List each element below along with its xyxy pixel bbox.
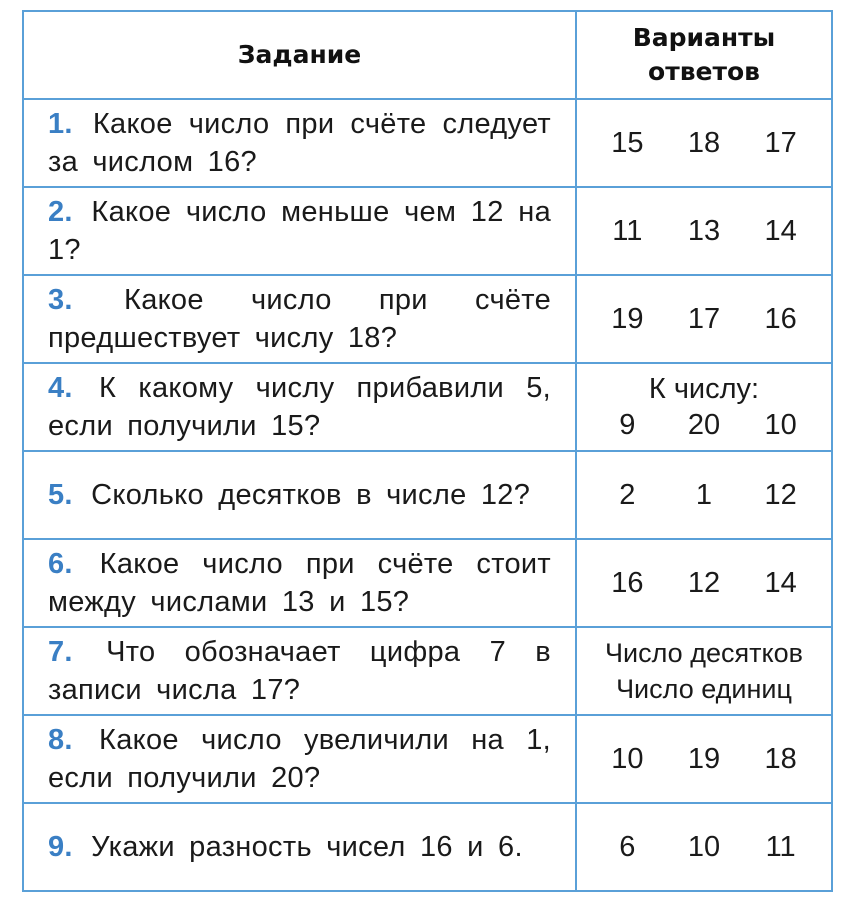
question-cell [23,187,576,275]
question-text: Какое число при счёте предшествует числу 18? [48,284,551,354]
question-cell [23,451,576,539]
answer-option[interactable]: 18 [687,126,721,159]
header-row [23,11,832,99]
answer-option[interactable]: 13 [687,214,721,247]
question-row-3 [23,275,832,363]
answer-option[interactable]: 18 [764,742,797,775]
answers-cell [576,99,832,187]
question-row-7 [23,627,832,715]
answer-option[interactable]: 14 [764,214,797,247]
task-header-label: Задание [237,40,362,69]
quiz-table [22,10,833,892]
answer-option[interactable]: 11 [612,214,643,247]
answer-option[interactable]: 10 [687,830,721,863]
question-row-4 [23,363,832,451]
question-text: Какое число при счёте стоит между числами 13 и 15? [48,548,552,618]
question-number: 4. [48,372,73,404]
answers-column-header [576,11,832,99]
answer-option[interactable]: 19 [687,742,721,775]
answer-option[interactable]: Число единиц [616,674,792,704]
question-number: 6. [48,548,73,580]
question-row-2 [23,187,832,275]
question-number: 5. [48,479,73,511]
question-cell [23,627,576,715]
answers-header-line2: ответов [648,57,760,86]
answer-option[interactable]: 19 [611,302,644,335]
question-text: К какому числу прибавили 5, если получили 15? [48,372,552,442]
question-cell [23,539,576,627]
answer-prefix: К числу: [648,373,760,405]
answer-option[interactable]: 11 [765,830,796,863]
answers-cell [576,451,832,539]
question-number: 7. [48,636,73,668]
question-row-8 [23,715,832,803]
question-cell [23,803,576,891]
answer-option[interactable]: 14 [764,566,797,599]
answers-cell [576,627,832,715]
answer-option[interactable]: 10 [764,409,797,441]
question-row-5 [23,451,832,539]
answer-option[interactable]: 10 [611,742,644,775]
question-text: Какое число меньше чем 12 на 1? [48,196,552,266]
answer-option[interactable]: 16 [764,302,797,335]
answer-option[interactable]: 2 [619,478,636,511]
question-cell [23,363,576,451]
question-number: 3. [48,284,73,316]
answers-header-line1: Варианты [632,23,776,52]
answer-option[interactable]: 12 [764,478,797,511]
question-number: 8. [48,724,73,756]
question-cell [23,275,576,363]
question-text: Что обозначает цифра 7 в записи числа 17? [48,636,551,706]
question-row-6 [23,539,832,627]
question-number: 1. [48,108,73,140]
question-cell [23,99,576,187]
task-column-header [23,11,576,99]
answer-option[interactable]: 1 [695,478,713,511]
answer-option[interactable]: 17 [764,126,797,159]
question-row-1 [23,99,832,187]
question-row-9 [23,803,832,891]
answer-option[interactable]: 16 [611,566,644,599]
answer-option[interactable]: 17 [687,302,721,335]
question-text: Укажи разность чисел 16 и 6. [91,831,523,863]
answer-option[interactable]: 6 [619,830,636,863]
answer-option[interactable]: 12 [687,566,721,599]
answers-cell [576,363,832,451]
question-text: Какое число увеличили на 1, если получили 20? [48,724,551,794]
answers-cell [576,803,832,891]
answer-option[interactable]: 15 [611,126,644,159]
question-text: Сколько десятков в числе 12? [91,479,531,511]
question-cell [23,715,576,803]
answer-option[interactable]: Число десятков [605,638,803,668]
answers-cell [576,715,832,803]
answer-option[interactable]: 9 [619,409,636,441]
answers-cell [576,187,832,275]
question-text: Какое число при счёте следует за числом 16? [48,108,552,178]
answers-cell [576,539,832,627]
question-number: 2. [48,196,73,228]
question-number: 9. [48,831,73,863]
answers-cell [576,275,832,363]
answer-option[interactable]: 20 [687,409,721,441]
